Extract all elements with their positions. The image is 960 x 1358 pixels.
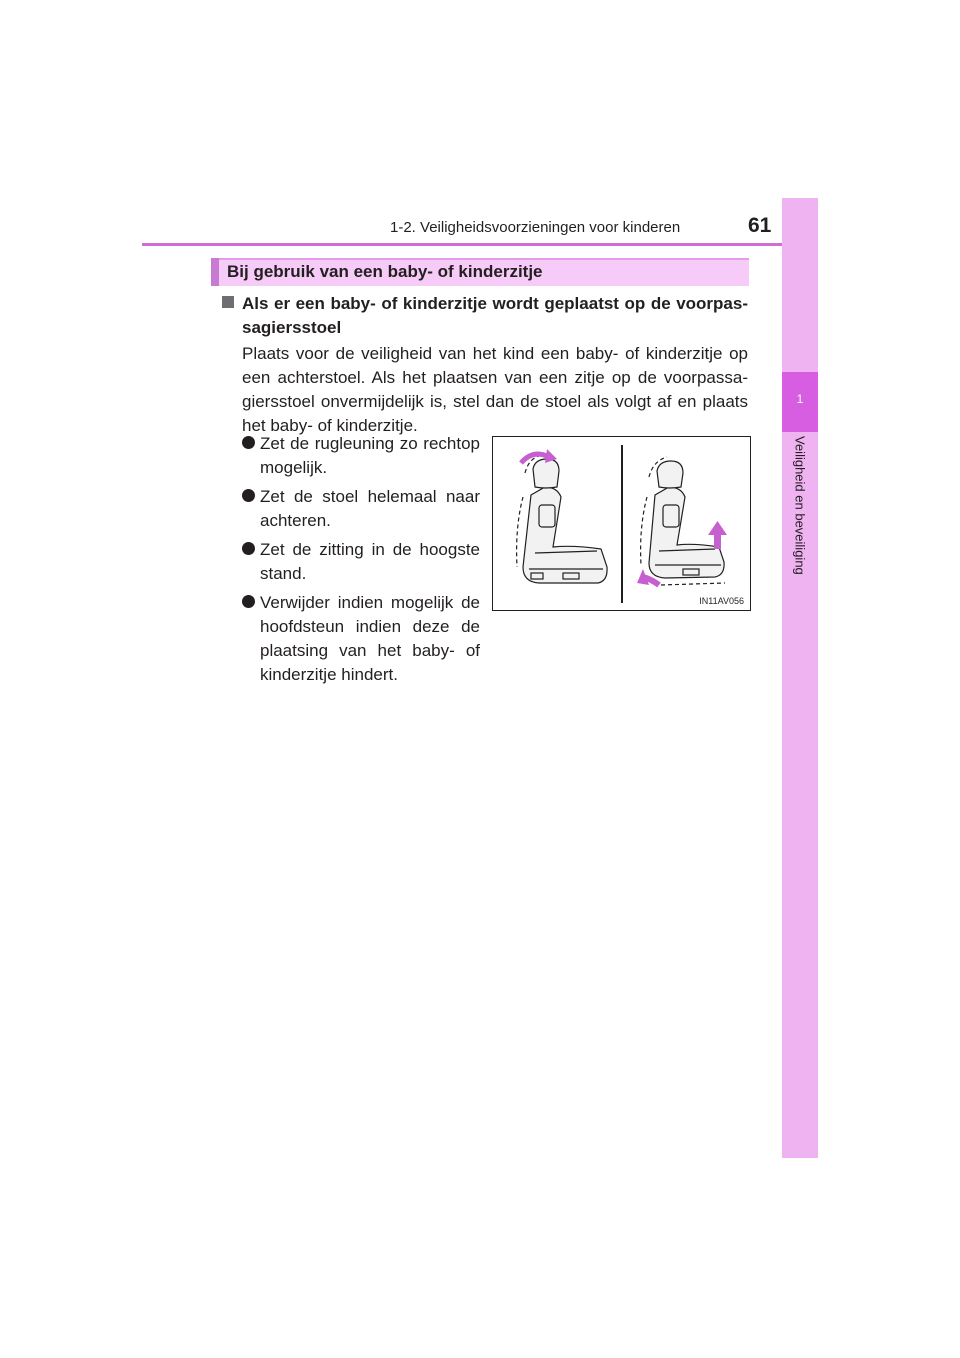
figure-code: IN11AV056: [699, 596, 744, 606]
page-number: 61: [748, 214, 772, 237]
square-bullet-icon: [222, 296, 234, 308]
list-item: Zet de rugleuning zo rechtop mogelijk.: [242, 432, 480, 480]
running-header: 1-2. Veiligheidsvoorzieningen voor kinderen: [390, 219, 681, 236]
section-header-accent: [211, 258, 219, 286]
header-divider: [142, 243, 818, 246]
bullet-dot-icon: [242, 489, 255, 502]
section-title: Bij gebruik van een baby- of kinderzitje: [227, 262, 543, 281]
seat-illustration: [493, 437, 750, 610]
subsection-heading: Als er een baby- of kinderzitje wordt geplaatst op de voorpas-sagiersstoel: [242, 294, 748, 337]
bullet-dot-icon: [242, 542, 255, 555]
chapter-number: 1: [796, 392, 804, 406]
list-item: Verwijder indien mogelijk de hoofdsteun indien deze de plaatsing van het baby- of kinderzitje hindert.: [242, 591, 480, 687]
chapter-title-vertical: [782, 436, 818, 676]
instruction-list: [242, 432, 480, 692]
up-arrow-icon: [708, 521, 727, 549]
chapter-title: Veiligheid en beveiliging: [792, 436, 808, 575]
bullet-dot-icon: [242, 436, 255, 449]
seat-right-icon: [641, 457, 725, 585]
list-item: Zet de stoel helemaal naar achteren.: [242, 485, 480, 533]
seat-left-icon: [517, 455, 607, 583]
bullet-dot-icon: [242, 595, 255, 608]
seat-adjustment-figure: [492, 436, 751, 611]
list-item: Zet de zitting in de hoogste stand.: [242, 538, 480, 586]
chapter-tab: [782, 198, 818, 1158]
body-paragraph: Plaats voor de veiligheid van het kind een baby- of kinderzitje op een achterstoel. Als het plaatsen van een zitje op de voorpassa-giersstoel onvermijdelijk is, stel dan de stoel als volgt af en plaats het baby- of kinderzitje.: [242, 344, 748, 435]
